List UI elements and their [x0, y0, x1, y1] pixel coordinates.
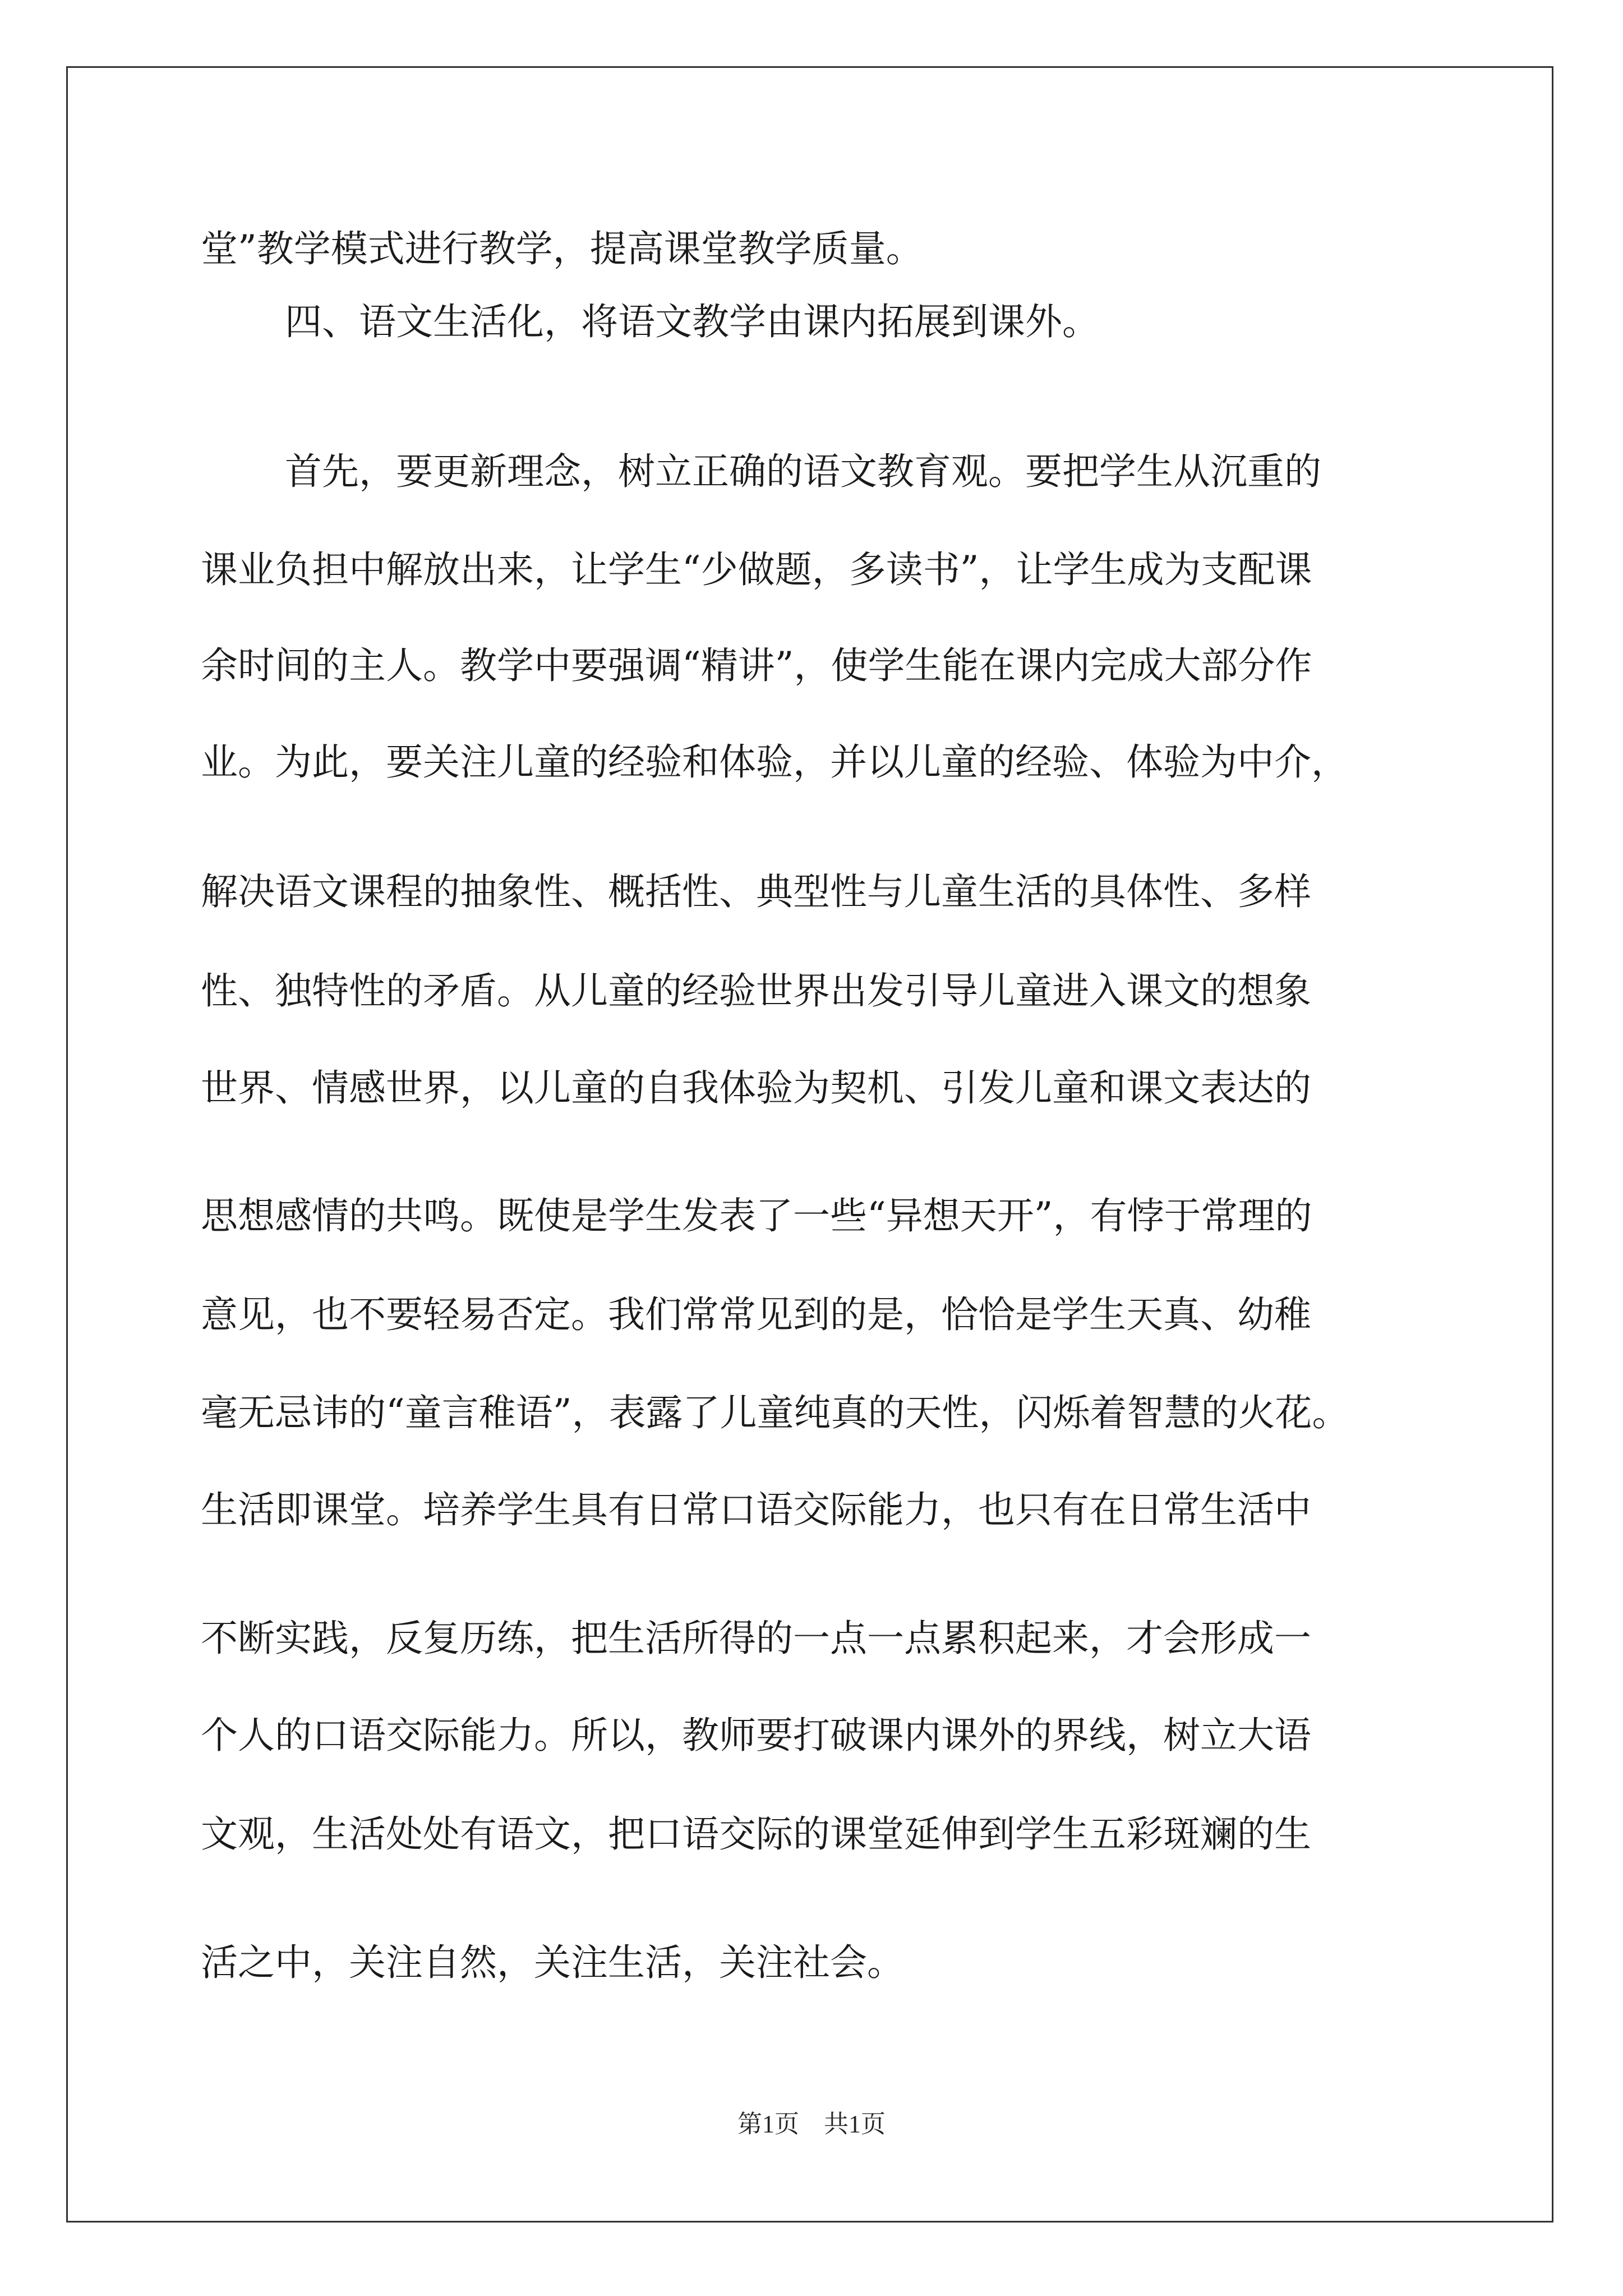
- text-line: 文观，生活处处有语文，把口语交际的课堂延伸到学生五彩斑斓的生: [201, 1812, 1311, 1856]
- section-heading: 四、语文生活化，将语文教学由课内拓展到课外。: [285, 300, 1099, 343]
- text-line: 活之中，关注自然，关注生活，关注社会。: [201, 1941, 904, 1984]
- text-line: 思想感情的共鸣。既使是学生发表了一些“异想天开”，有悖于常理的: [201, 1194, 1312, 1237]
- page-border: [66, 66, 1553, 2223]
- text-line: 生活即课堂。培养学生具有日常口语交际能力，也只有在日常生活中: [201, 1488, 1311, 1531]
- text-line: 首先，要更新理念，树立正确的语文教育观。要把学生从沉重的: [285, 450, 1321, 493]
- text-line: 毫无忌讳的“童言稚语”，表露了儿童纯真的天性，闪烁着智慧的火花。: [201, 1391, 1349, 1434]
- text-line: 不断实践，反复历练，把生活所得的一点一点累积起来，才会形成一: [201, 1617, 1311, 1660]
- text-line: 业。为此，要关注儿童的经验和体验，并以儿童的经验、体验为中介，: [201, 740, 1348, 784]
- text-line: 余时间的主人。教学中要强调“精讲”，使学生能在课内完成大部分作: [201, 644, 1312, 687]
- page-footer: 第1页 共1页: [737, 2110, 886, 2138]
- text-line: 课业负担中解放出来，让学生“少做题，多读书”，让学生成为支配课: [201, 548, 1312, 591]
- text-line: 世界、情感世界，以儿童的自我体验为契机、引发儿童和课文表达的: [201, 1066, 1311, 1110]
- text-line: 解决语文课程的抽象性、概括性、典型性与儿童生活的具体性、多样: [201, 870, 1311, 913]
- text-line: 意见，也不要轻易否定。我们常常见到的是，恰恰是学生天真、幼稚: [201, 1293, 1311, 1336]
- text-line: 堂”教学模式进行教学，提高课堂教学质量。: [201, 227, 923, 270]
- text-line: 个人的口语交际能力。所以，教师要打破课内课外的界线，树立大语: [201, 1714, 1311, 1757]
- text-line: 性、独特性的矛盾。从儿童的经验世界出发引导儿童进入课文的想象: [201, 969, 1311, 1013]
